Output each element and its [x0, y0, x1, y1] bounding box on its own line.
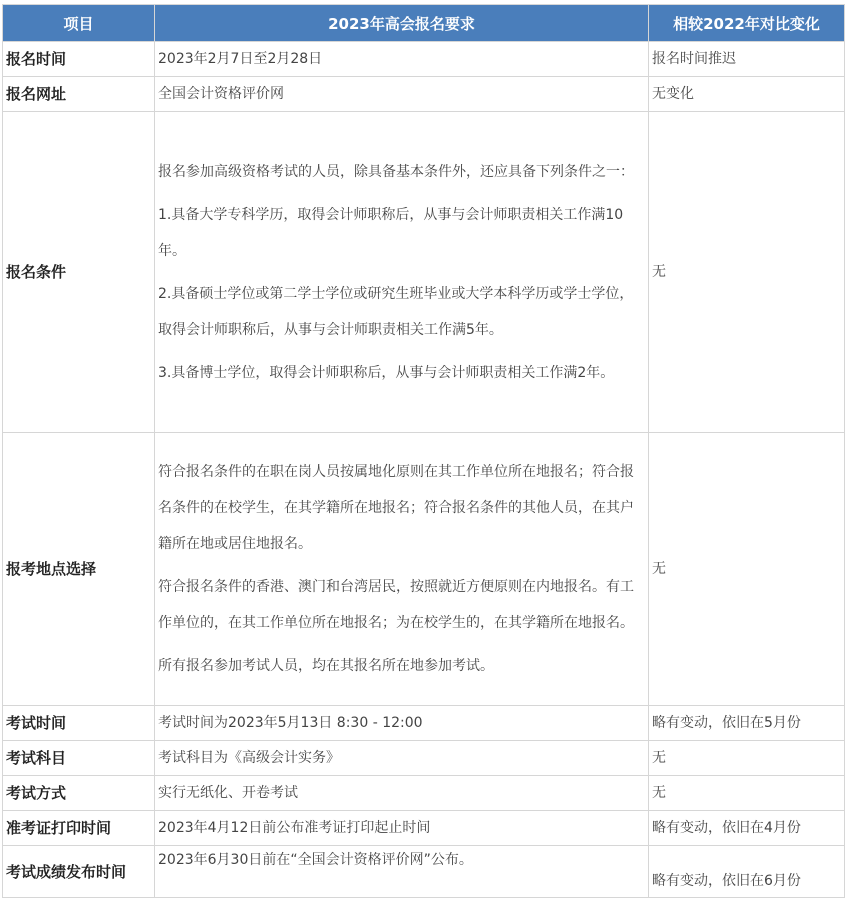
table-row	[3, 811, 845, 846]
change-cell: 无	[649, 112, 845, 433]
requirement-paragraph: 符合报名条件的在职在岗人员按属地化原则在其工作单位所在地报名；符合报名条件的在校学生，在其学籍所在地报名；符合报名条件的其他人员，在其户籍所在地或居住地报名。	[158, 464, 634, 552]
item-cell: 报名网址	[3, 77, 155, 112]
change-cell: 无	[649, 433, 845, 706]
requirement-paragraph: 所有报名参加考试人员，均在其报名所在地参加考试。	[158, 658, 494, 674]
change-cell: 无	[649, 741, 845, 776]
item-cell: 考试时间	[3, 706, 155, 741]
table-row	[3, 741, 845, 776]
table-row	[3, 846, 845, 898]
table-row	[3, 42, 845, 77]
requirement-paragraph: 3.具备博士学位，取得会计师职称后，从事与会计师职责相关工作满2年。	[158, 364, 615, 381]
table-row	[3, 77, 845, 112]
requirement-cell: 考试时间为2023年5月13日 8:30 - 12:00	[155, 706, 649, 741]
table-row	[3, 706, 845, 741]
requirement-cell: 2023年4月12日前公布准考证打印起止时间	[155, 811, 649, 846]
change-cell: 略有变动，依旧在4月份	[649, 811, 845, 846]
header-requirements: 2023年高会报名要求	[155, 5, 649, 42]
table-row	[3, 776, 845, 811]
item-cell: 考试科目	[3, 741, 155, 776]
requirement-paragraph: 1.具备大学专科学历，取得会计师职称后，从事与会计师职责相关工作满10年。	[158, 206, 624, 259]
header-item: 项目	[3, 5, 155, 42]
table-row	[3, 433, 845, 706]
requirement-cell: 实行无纸化、开卷考试	[155, 776, 649, 811]
item-cell: 报名时间	[3, 42, 155, 77]
item-cell: 报名条件	[3, 112, 155, 433]
change-cell: 无	[649, 776, 845, 811]
header-changes: 相较2022年对比变化	[649, 5, 845, 42]
table-row	[3, 112, 845, 433]
header-row	[3, 5, 845, 42]
item-cell: 考试成绩发布时间	[3, 846, 155, 898]
requirement-cell: 2023年6月30日前在“全国会计资格评价网”公布。	[155, 846, 649, 898]
requirement-paragraph: 2.具备硕士学位或第二学士学位或研究生班毕业或大学本科学历或学士学位，取得会计师职称后，从事与会计师职责相关工作满5年。	[158, 285, 634, 338]
requirement-paragraph: 报名参加高级资格考试的人员，除具备基本条件外，还应具备下列条件之一：	[158, 163, 634, 180]
item-cell: 考试方式	[3, 776, 155, 811]
requirement-cell	[155, 112, 649, 433]
comparison-table	[2, 4, 845, 898]
change-cell: 略有变动，依旧在5月份	[649, 706, 845, 741]
change-cell: 报名时间推迟	[649, 42, 845, 77]
requirement-cell	[155, 433, 649, 706]
change-cell: 略有变动，依旧在6月份	[649, 846, 845, 898]
requirement-cell: 全国会计资格评价网	[155, 77, 649, 112]
change-cell: 无变化	[649, 77, 845, 112]
requirement-paragraph: 符合报名条件的香港、澳门和台湾居民，按照就近方便原则在内地报名。有工作单位的，在其工作单位所在地报名；为在校学生的，在其学籍所在地报名。	[158, 579, 634, 631]
item-cell: 准考证打印时间	[3, 811, 155, 846]
item-cell: 报考地点选择	[3, 433, 155, 706]
requirement-cell: 考试科目为《高级会计实务》	[155, 741, 649, 776]
requirement-cell: 2023年2月7日至2月28日	[155, 42, 649, 77]
